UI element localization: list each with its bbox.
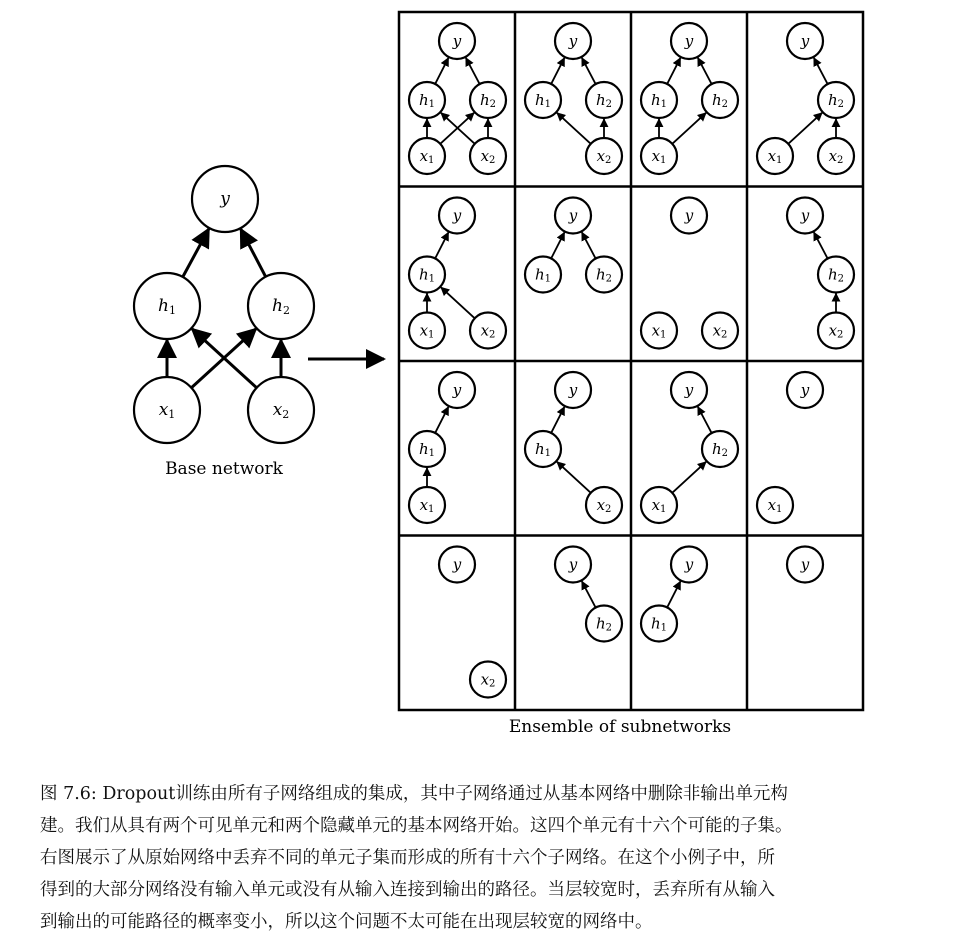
svg-text:h1: $h_1$	[650, 91, 668, 110]
svg-text:y: y	[684, 32, 694, 50]
subnetwork-1	[409, 23, 506, 174]
base-node-h2	[248, 273, 314, 339]
subnetwork-1-edge-h1-y	[435, 58, 448, 84]
subnetwork-1-node-h2	[470, 82, 506, 118]
svg-text:y: y	[800, 206, 810, 225]
svg-text:x2: $x_2$	[272, 400, 290, 421]
subnetwork-12-node-y	[787, 372, 823, 408]
subnetwork-4-node-x1	[757, 138, 793, 174]
subnetwork-6	[525, 198, 622, 293]
svg-text:y: y	[684, 555, 694, 574]
subnetwork-7-node-x1	[641, 313, 677, 349]
subnetwork-14	[555, 547, 622, 642]
svg-text:h2: $h_2$	[595, 265, 613, 284]
subnetwork-13-node-y	[439, 547, 475, 583]
subnetwork-3-node-h2	[702, 82, 738, 118]
figure-caption	[40, 778, 958, 938]
svg-text:x2: $x_2$	[596, 496, 612, 515]
subnetwork-9-edge-h1-y	[435, 407, 448, 433]
subnetwork-11-edge-x1-h2	[672, 462, 706, 493]
base-node-x1	[134, 377, 200, 443]
svg-text:x2: $x_2$	[828, 147, 844, 166]
subnetwork-12	[757, 372, 823, 523]
subnetwork-2-node-h2	[586, 82, 622, 118]
subnetwork-10-edge-x2-h1	[557, 462, 591, 493]
subnetwork-3-node-y	[671, 23, 707, 59]
subnetwork-5-edge-x2-h1	[441, 287, 475, 318]
subnetwork-8-node-y	[787, 198, 823, 234]
subnetwork-6-edge-h1-y	[551, 232, 564, 258]
subnetwork-4-node-x2	[818, 138, 854, 174]
subnetwork-4-edge-h2-y	[814, 58, 828, 84]
subnetwork-8-node-h2	[818, 257, 854, 293]
subnetwork-5-node-h1	[409, 257, 445, 293]
subnetwork-15-edge-h1-y	[667, 581, 680, 607]
subnetwork-11-node-h2	[702, 431, 738, 467]
subnetwork-14-node-h2	[586, 606, 622, 642]
svg-text:x1: $x_1$	[767, 496, 783, 515]
svg-text:x1: $x_1$	[419, 321, 435, 340]
svg-text:h1: $h_1$	[650, 614, 668, 633]
svg-text:h1: $h_1$	[418, 265, 436, 284]
subnetwork-1-node-y	[439, 23, 475, 59]
subnetwork-9	[409, 372, 475, 523]
subnetwork-15-node-h1	[641, 606, 677, 642]
subnetwork-10-node-y	[555, 372, 591, 408]
svg-text:h2: $h_2$	[827, 265, 845, 284]
subnetwork-12-node-x1	[757, 487, 793, 523]
base-node-x2	[248, 377, 314, 443]
svg-text:x1: $x_1$	[158, 400, 176, 421]
subnetwork-11-edge-h2-y	[698, 407, 712, 433]
caption-line-5: 到输出的可能路径的概率变小，所以这个问题不太可能在出现层较宽的网络中。	[40, 912, 653, 932]
svg-text:y: y	[452, 32, 462, 50]
svg-text:y: y	[684, 381, 694, 399]
svg-text:y: y	[452, 206, 462, 225]
svg-text:x2: $x_2$	[596, 147, 612, 166]
svg-text:y: y	[452, 555, 462, 574]
subnetwork-3-edge-h2-y	[698, 58, 712, 84]
svg-text:y: y	[568, 32, 578, 50]
svg-text:x1: $x_1$	[767, 147, 783, 166]
subnetwork-5-node-x1	[409, 313, 445, 349]
subnetwork-13-node-x2	[470, 662, 506, 698]
base-edge-h1-y	[183, 229, 209, 277]
svg-text:x1: $x_1$	[651, 147, 667, 166]
subnetwork-5-node-y	[439, 198, 475, 234]
base-network-label: Base network	[165, 459, 283, 479]
subnetwork-2-node-y	[555, 23, 591, 59]
svg-text:x2: $x_2$	[828, 321, 844, 340]
subnetwork-2	[525, 23, 622, 174]
subnetwork-8-edge-h2-y	[814, 232, 828, 258]
svg-text:x2: $x_2$	[480, 321, 496, 340]
svg-text:y: y	[568, 206, 578, 225]
subnetwork-15	[641, 547, 707, 642]
svg-text:x2: $x_2$	[480, 670, 496, 689]
subnetwork-4-node-y	[787, 23, 823, 59]
svg-text:x2: $x_2$	[712, 321, 728, 340]
base-network	[134, 166, 314, 443]
subnetwork-10-node-h1	[525, 431, 561, 467]
subnetwork-4	[757, 23, 854, 174]
subnetwork-1-node-x1	[409, 138, 445, 174]
subnetwork-8-node-x2	[818, 313, 854, 349]
svg-text:y: y	[568, 555, 578, 574]
svg-text:h1: $h_1$	[534, 91, 552, 110]
subnetwork-10-node-x2	[586, 487, 622, 523]
ensemble-grid	[399, 12, 863, 710]
svg-text:h1: $h_1$	[534, 440, 552, 459]
svg-text:h1: $h_1$	[418, 91, 436, 110]
subnetwork-5-edge-h1-y	[435, 232, 448, 258]
subnetwork-6-node-h1	[525, 257, 561, 293]
svg-text:y: y	[452, 381, 462, 399]
subnetwork-2-node-h1	[525, 82, 561, 118]
subnetwork-9-node-y	[439, 372, 475, 408]
subnetwork-7-node-y	[671, 198, 707, 234]
svg-text:y: y	[800, 555, 810, 574]
subnetwork-2-edge-h1-y	[551, 58, 564, 84]
caption-line-1: 图 7.6: Dropout训练由所有子网络组成的集成，其中子网络通过从基本网络中删除非输出单元构	[40, 784, 788, 804]
subnetwork-16	[787, 547, 823, 583]
subnetwork-2-edge-h2-y	[582, 58, 596, 84]
svg-text:h2: $h_2$	[827, 91, 845, 110]
subnetwork-7	[641, 198, 738, 349]
subnetwork-1-edge-h2-y	[466, 58, 480, 84]
subnetwork-1-node-h1	[409, 82, 445, 118]
subnetwork-16-node-y	[787, 547, 823, 583]
svg-text:y: y	[220, 189, 230, 209]
svg-text:h1: $h_1$	[418, 440, 436, 459]
svg-text:h1: $h_1$	[158, 296, 176, 317]
svg-text:x1: $x_1$	[419, 496, 435, 515]
svg-text:h2: $h_2$	[595, 91, 613, 110]
base-node-y	[192, 166, 258, 232]
svg-text:x2: $x_2$	[480, 147, 496, 166]
subnetwork-6-edge-h2-y	[582, 232, 596, 258]
subnetwork-15-node-y	[671, 547, 707, 583]
svg-text:x1: $x_1$	[651, 321, 667, 340]
svg-text:y: y	[800, 381, 810, 399]
caption-line-4: 得到的大部分网络没有输入单元或没有从输入连接到输出的路径。当层较宽时，丢弃所有从输入	[40, 880, 775, 900]
svg-text:x1: $x_1$	[651, 496, 667, 515]
subnetwork-11-node-x1	[641, 487, 677, 523]
subnetwork-3-edge-x1-h2	[672, 113, 706, 144]
subnetwork-14-node-y	[555, 547, 591, 583]
svg-text:y: y	[684, 206, 694, 225]
subnetwork-10	[525, 372, 622, 523]
ensemble-label: Ensemble of subnetworks	[508, 717, 732, 737]
subnetwork-4-edge-x1-h2	[788, 113, 822, 144]
subnetwork-3-node-x1	[641, 138, 677, 174]
svg-text:h2: $h_2$	[711, 440, 729, 459]
caption-line-2: 建。我们从具有两个可见单元和两个隐藏单元的基本网络开始。这四个单元有十六个可能的子集。	[40, 816, 793, 836]
svg-text:y: y	[800, 32, 810, 50]
subnetwork-6-node-h2	[586, 257, 622, 293]
subnetwork-14-edge-h2-y	[582, 581, 596, 607]
subnetwork-13	[439, 547, 506, 698]
subnetwork-11	[641, 372, 738, 523]
subnetwork-2-node-x2	[586, 138, 622, 174]
caption-line-3: 右图展示了从原始网络中丢弃不同的单元子集而形成的所有十六个子网络。在这个小例子中，所	[40, 848, 775, 868]
svg-text:x1: $x_1$	[419, 147, 435, 166]
subnetwork-4-node-h2	[818, 82, 854, 118]
base-node-h1	[134, 273, 200, 339]
subnetwork-5	[409, 198, 506, 349]
subnetwork-3-node-h1	[641, 82, 677, 118]
svg-text:h2: $h_2$	[711, 91, 729, 110]
svg-text:h2: $h_2$	[272, 296, 290, 317]
subnetwork-7-node-x2	[702, 313, 738, 349]
subnetwork-11-node-y	[671, 372, 707, 408]
svg-text:h2: $h_2$	[479, 91, 497, 110]
svg-text:y: y	[568, 381, 578, 399]
subnetwork-8	[787, 198, 854, 349]
base-edge-h2-y	[241, 229, 266, 277]
svg-text:h2: $h_2$	[595, 614, 613, 633]
subnetwork-2-edge-x2-h1	[557, 113, 591, 144]
subnetwork-10-edge-h1-y	[551, 407, 564, 433]
subnetwork-3-edge-h1-y	[667, 58, 680, 84]
subnetwork-9-node-h1	[409, 431, 445, 467]
subnetwork-3	[641, 23, 738, 174]
svg-text:h1: $h_1$	[534, 265, 552, 284]
subnetwork-1-node-x2	[470, 138, 506, 174]
subnetwork-5-node-x2	[470, 313, 506, 349]
subnetwork-6-node-y	[555, 198, 591, 234]
subnetwork-9-node-x1	[409, 487, 445, 523]
